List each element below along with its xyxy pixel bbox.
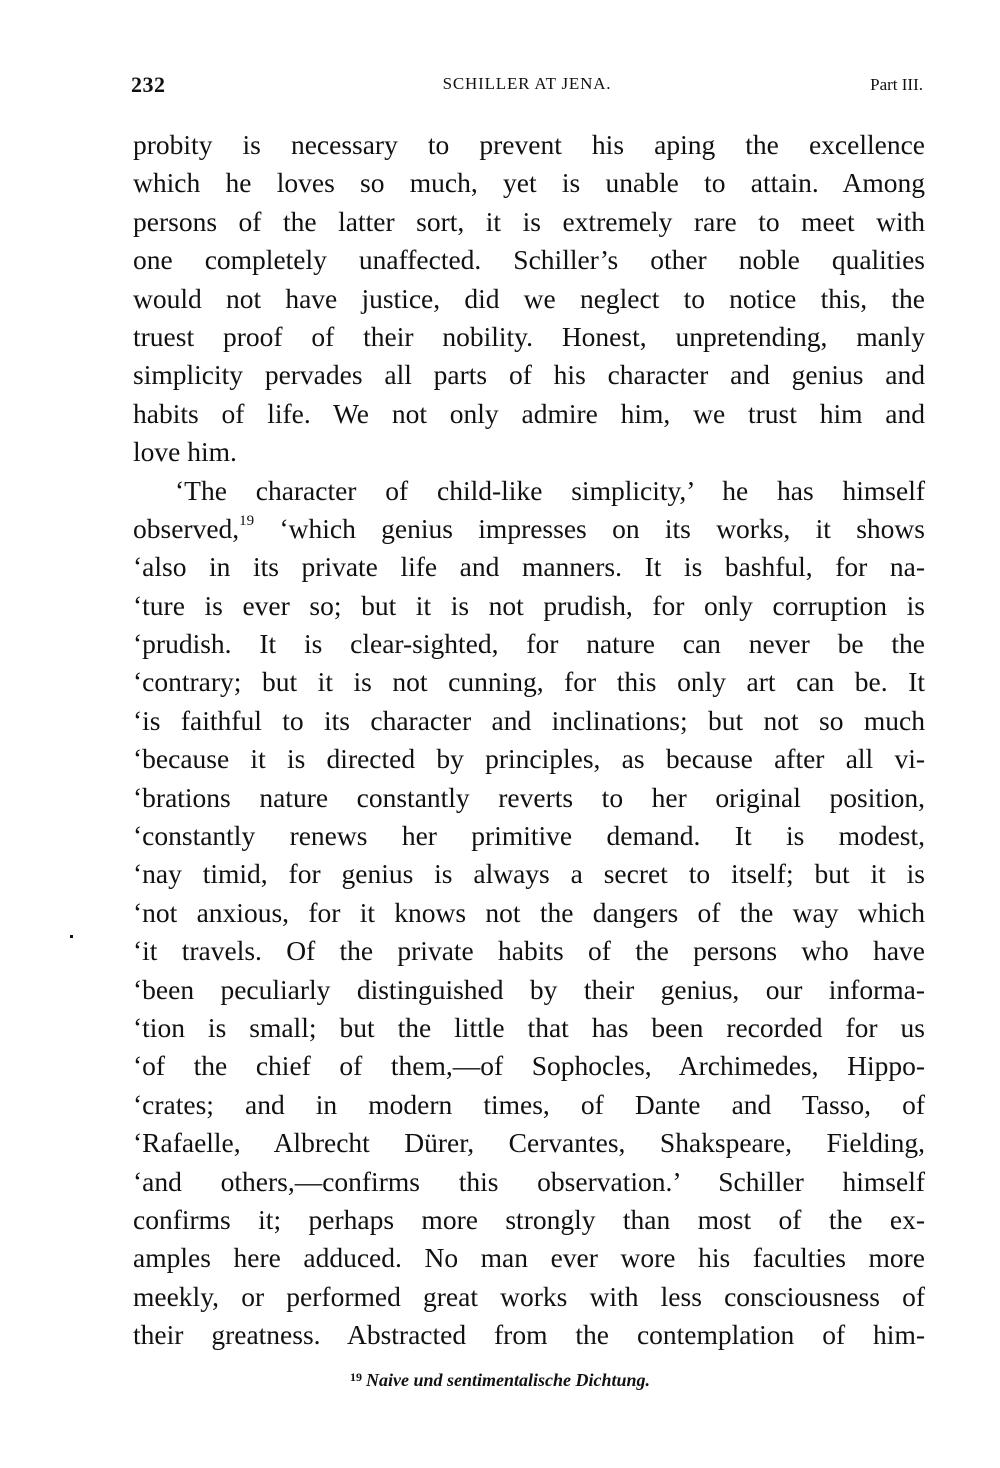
footnote-text: Naive und sentimentalische Dichtung. bbox=[365, 1370, 651, 1390]
paragraph-2 bbox=[133, 472, 925, 1355]
page-header bbox=[131, 72, 923, 102]
text-line: persons of the latter sort, it is extremely rare to meet with bbox=[133, 205, 925, 237]
text-line: ‘brations nature constantly reverts to her original position, bbox=[133, 781, 925, 813]
part-label: Part III. bbox=[870, 75, 923, 94]
text-line: probity is necessary to prevent his aping the excellence bbox=[133, 129, 925, 160]
body-text bbox=[133, 126, 925, 1355]
text-line: ‘not anxious, for it knows not the dangers of the way which bbox=[133, 896, 925, 928]
text-line: ‘been peculiarly distinguished by their genius, our informa- bbox=[133, 973, 925, 1005]
text-line: would not have justice, did we neglect to notice this, the bbox=[133, 282, 925, 314]
text-line: ‘nay timid, for genius is always a secret to itself; but it is bbox=[133, 858, 925, 890]
text-line: ‘The character of child-like simplicity,’ he has himself bbox=[175, 474, 925, 506]
text-line-with-footnote-ref bbox=[133, 510, 925, 548]
text-line: amples here adduced. No man ever wore his faculties more bbox=[133, 1242, 925, 1274]
footnote bbox=[0, 1370, 1000, 1391]
text-line: ‘crates; and in modern times, of Dante and Tasso, of bbox=[133, 1088, 925, 1120]
text-line: ‘contrary; but it is not cunning, for this only art can be. It bbox=[133, 666, 925, 698]
text-line: ‘Rafaelle, Albrecht Dürer, Cervantes, Shakspeare, Fielding, bbox=[133, 1127, 925, 1159]
text-line: ‘of the chief of them,—of Sophocles, Archimedes, Hippo- bbox=[133, 1050, 925, 1082]
text-line: love him. bbox=[133, 436, 237, 468]
page-number: 232 bbox=[131, 72, 166, 97]
text-line: ‘constantly renews her primitive demand. It is modest, bbox=[133, 820, 925, 852]
paragraph-1 bbox=[133, 126, 925, 472]
text-fragment: ‘which genius impresses on its works, it shows bbox=[254, 512, 925, 544]
running-title: SCHILLER AT JENA. bbox=[442, 74, 612, 93]
text-line: meekly, or performed great works with less consciousness of bbox=[133, 1280, 925, 1312]
text-line: their greatness. Abstracted from the contemplation of him- bbox=[133, 1319, 925, 1351]
text-line: ‘ture is ever so; but it is not prudish, for only corruption is bbox=[133, 589, 925, 621]
text-line: ‘also in its private life and manners. It is bashful, for na- bbox=[133, 551, 925, 583]
text-line: confirms it; perhaps more strongly than most of the ex- bbox=[133, 1203, 925, 1235]
text-line: which he loves so much, yet is unable to attain. Among bbox=[133, 167, 925, 199]
text-line: ‘because it is directed by principles, as because after all vi- bbox=[133, 743, 925, 775]
text-line: one completely unaffected. Schiller’s other noble qualities bbox=[133, 244, 925, 276]
footnote-number: 19 bbox=[349, 1370, 362, 1384]
scan-speck bbox=[70, 935, 73, 938]
text-line: ‘and others,—confirms this observation.’ Schiller himself bbox=[133, 1165, 925, 1197]
text-line: habits of life. We not only admire him, we trust him and bbox=[133, 397, 925, 429]
footnote-reference[interactable]: 19 bbox=[239, 512, 255, 529]
text-line: simplicity pervades all parts of his character and genius and bbox=[133, 359, 925, 391]
text-line: ‘prudish. It is clear-sighted, for nature can never be the bbox=[133, 628, 925, 660]
text-fragment: observed, bbox=[133, 512, 240, 544]
text-line: ‘is faithful to its character and inclinations; but not so much bbox=[133, 704, 925, 736]
text-line: ‘tion is small; but the little that has been recorded for us bbox=[133, 1011, 925, 1043]
text-line: truest proof of their nobility. Honest, unpretending, manly bbox=[133, 320, 925, 352]
text-line: ‘it travels. Of the private habits of the persons who have bbox=[133, 935, 925, 967]
